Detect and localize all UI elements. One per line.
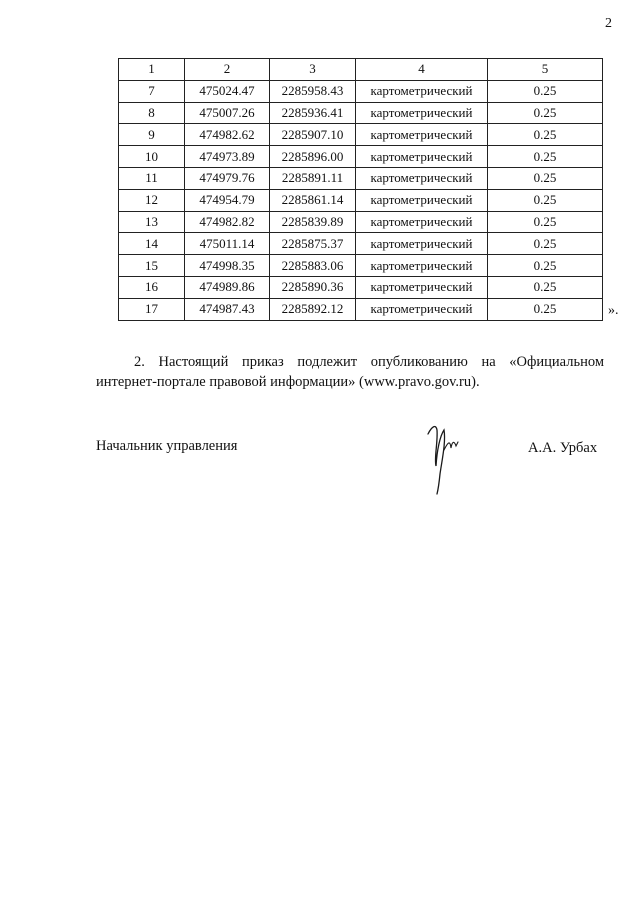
table-cell: 2285892.12 bbox=[270, 298, 356, 320]
table-cell: 2285839.89 bbox=[270, 211, 356, 233]
table-cell: картометрический bbox=[356, 276, 488, 298]
column-header: 1 bbox=[119, 59, 185, 81]
table-cell: 0.25 bbox=[488, 276, 603, 298]
table-cell: 13 bbox=[119, 211, 185, 233]
table-row bbox=[119, 146, 603, 168]
table-cell: 474982.82 bbox=[185, 211, 270, 233]
table-cell: картометрический bbox=[356, 211, 488, 233]
publication-paragraph bbox=[96, 352, 604, 392]
table-row bbox=[119, 80, 603, 102]
table-cell: картометрический bbox=[356, 189, 488, 211]
table-cell: картометрический bbox=[356, 124, 488, 146]
table-cell: 0.25 bbox=[488, 102, 603, 124]
table-row bbox=[119, 124, 603, 146]
table-body bbox=[119, 80, 603, 320]
table-row bbox=[119, 276, 603, 298]
table-cell: 474973.89 bbox=[185, 146, 270, 168]
column-header: 3 bbox=[270, 59, 356, 81]
column-header: 5 bbox=[488, 59, 603, 81]
table-cell: 474989.86 bbox=[185, 276, 270, 298]
table-cell: 475011.14 bbox=[185, 233, 270, 255]
table-cell: 15 bbox=[119, 255, 185, 277]
table-cell: 12 bbox=[119, 189, 185, 211]
table-cell: 10 bbox=[119, 146, 185, 168]
table-cell: 474987.43 bbox=[185, 298, 270, 320]
table-cell: 2285896.00 bbox=[270, 146, 356, 168]
table-cell: 14 bbox=[119, 233, 185, 255]
table-cell: 2285875.37 bbox=[270, 233, 356, 255]
table-cell: 474954.79 bbox=[185, 189, 270, 211]
table-cell: 2285958.43 bbox=[270, 80, 356, 102]
table-cell: 2285861.14 bbox=[270, 189, 356, 211]
table-row bbox=[119, 298, 603, 320]
table-cell: 0.25 bbox=[488, 298, 603, 320]
table-cell: картометрический bbox=[356, 255, 488, 277]
table-cell: 16 bbox=[119, 276, 185, 298]
column-header: 2 bbox=[185, 59, 270, 81]
table-row bbox=[119, 189, 603, 211]
table-cell: 474982.62 bbox=[185, 124, 270, 146]
table-row bbox=[119, 255, 603, 277]
table-cell: 0.25 bbox=[488, 233, 603, 255]
coordinates-table bbox=[118, 58, 603, 321]
table-header-row bbox=[119, 59, 603, 81]
table-cell: картометрический bbox=[356, 102, 488, 124]
table-cell: картометрический bbox=[356, 298, 488, 320]
signer-name: А.А. Урбах bbox=[528, 440, 598, 456]
table-cell: 11 bbox=[119, 167, 185, 189]
paragraph-text: 2. Настоящий приказ подлежит опубликованию на «Официальном интернет-портале правовой информации» (www.pravo.gov.ru). bbox=[96, 354, 604, 390]
table-cell: 2285890.36 bbox=[270, 276, 356, 298]
column-header: 4 bbox=[356, 59, 488, 81]
table-cell: 0.25 bbox=[488, 80, 603, 102]
table-row bbox=[119, 233, 603, 255]
table-cell: 17 bbox=[119, 298, 185, 320]
table-cell: картометрический bbox=[356, 80, 488, 102]
table-cell: картометрический bbox=[356, 167, 488, 189]
table-cell: 475007.26 bbox=[185, 102, 270, 124]
table-row bbox=[119, 211, 603, 233]
table-cell: картометрический bbox=[356, 146, 488, 168]
table-cell: 2285907.10 bbox=[270, 124, 356, 146]
table-cell: 0.25 bbox=[488, 146, 603, 168]
table-row bbox=[119, 167, 603, 189]
table-cell: 0.25 bbox=[488, 167, 603, 189]
table-row bbox=[119, 102, 603, 124]
table-cell: 0.25 bbox=[488, 189, 603, 211]
table-cell: 0.25 bbox=[488, 124, 603, 146]
page-number: 2 bbox=[605, 16, 612, 31]
signer-position: Начальник управления bbox=[96, 438, 238, 454]
table-cell: 9 bbox=[119, 124, 185, 146]
table-cell: 2285936.41 bbox=[270, 102, 356, 124]
table-cell: 2285883.06 bbox=[270, 255, 356, 277]
table-cell: 7 bbox=[119, 80, 185, 102]
table-cell: 474998.35 bbox=[185, 255, 270, 277]
table-cell: 2285891.11 bbox=[270, 167, 356, 189]
handwritten-signature bbox=[418, 420, 468, 498]
closing-quote: ». bbox=[608, 303, 619, 318]
table-cell: 0.25 bbox=[488, 211, 603, 233]
table-cell: 0.25 bbox=[488, 255, 603, 277]
table-cell: 474979.76 bbox=[185, 167, 270, 189]
table-cell: картометрический bbox=[356, 233, 488, 255]
table-cell: 475024.47 bbox=[185, 80, 270, 102]
table-cell: 8 bbox=[119, 102, 185, 124]
